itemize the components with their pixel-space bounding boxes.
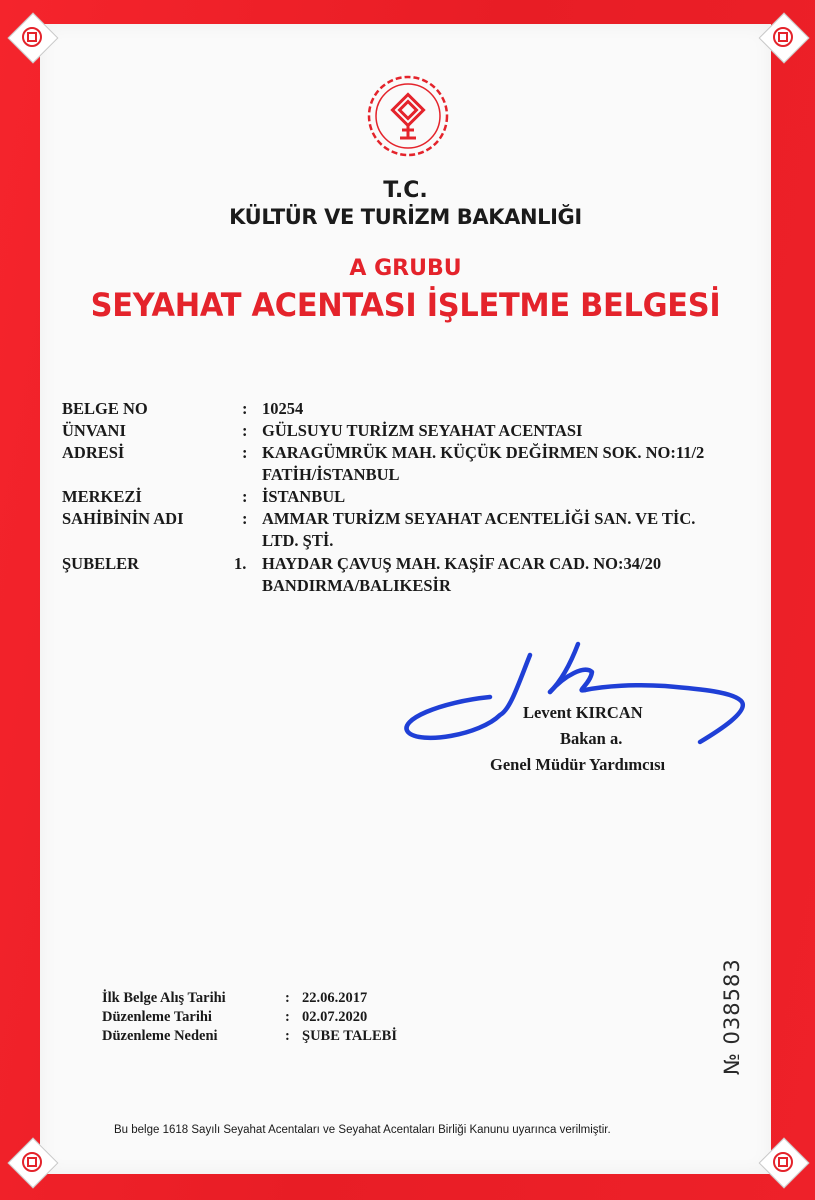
field-colon: :	[242, 421, 248, 440]
field-colon: :	[242, 509, 248, 528]
field-value: KARAGÜMRÜK MAH. KÜÇÜK DEĞİRMEN SOK. NO:11/2	[262, 443, 705, 462]
date-label: İlk Belge Alış Tarihi	[102, 990, 226, 1006]
date-label: Düzenleme Nedeni	[102, 1028, 218, 1044]
field-label: BELGE NO	[62, 399, 148, 418]
corner-emblem-icon	[768, 22, 798, 52]
corner-emblem-icon	[17, 1147, 47, 1177]
field-colon: :	[242, 487, 248, 506]
field-value-line2: LTD. ŞTİ.	[262, 531, 334, 550]
date-value: 02.07.2020	[302, 1009, 368, 1025]
date-value: ŞUBE TALEBİ	[302, 1028, 397, 1044]
date-colon: :	[285, 1028, 290, 1044]
signatory-name: Levent KIRCAN	[523, 703, 643, 722]
date-label: Düzenleme Tarihi	[102, 1009, 212, 1025]
ministry-knot-emblem-icon	[366, 74, 450, 158]
signatory-on-behalf: Bakan a.	[560, 729, 623, 748]
license-group: A GRUBU	[349, 256, 462, 281]
signatory-position: Genel Müdür Yardımcısı	[490, 755, 666, 774]
corner-emblem-icon	[17, 22, 47, 52]
field-value: AMMAR TURİZM SEYAHAT ACENTELİĞİ SAN. VE TİC.	[262, 509, 696, 528]
date-value: 22.06.2017	[302, 990, 368, 1006]
field-value-line2: BANDIRMA/BALIKESİR	[262, 576, 451, 595]
field-value: HAYDAR ÇAVUŞ MAH. KAŞİF ACAR CAD. NO:34/20	[262, 554, 662, 573]
state-abbreviation: T.C.	[383, 178, 428, 203]
corner-medallion-top-left	[10, 15, 54, 59]
date-colon: :	[285, 1009, 290, 1025]
corner-medallion-bottom-left	[10, 1140, 54, 1184]
document-title: SEYAHAT ACENTASI İŞLETME BELGESİ	[90, 286, 721, 324]
field-label: SAHİBİNİN ADI	[62, 509, 184, 528]
field-value: 10254	[262, 399, 304, 418]
field-colon: :	[242, 443, 248, 462]
corner-emblem-icon	[768, 1147, 798, 1177]
branch-number: 1.	[234, 554, 247, 573]
corner-medallion-top-right	[761, 15, 805, 59]
field-value: İSTANBUL	[262, 487, 346, 506]
date-colon: :	[285, 990, 290, 1006]
legal-footnote: Bu belge 1618 Sayılı Seyahat Acentaları ve Seyahat Acentaları Birliği Kanunu uyarınca verilmiştir.	[114, 1124, 611, 1136]
field-value: GÜLSUYU TURİZM SEYAHAT ACENTASI	[262, 421, 583, 440]
field-label: ÜNVANI	[62, 421, 126, 440]
field-value-line2: FATİH/İSTANBUL	[262, 465, 400, 484]
field-label: ADRESİ	[62, 443, 125, 462]
ministry-name: KÜLTÜR VE TURİZM BAKANLIĞI	[229, 205, 582, 229]
corner-medallion-bottom-right	[761, 1140, 805, 1184]
field-label: ŞUBELER	[62, 554, 140, 573]
field-colon: :	[242, 399, 248, 418]
field-label: MERKEZİ	[62, 487, 142, 506]
serial-number: № 038583	[720, 958, 744, 1075]
